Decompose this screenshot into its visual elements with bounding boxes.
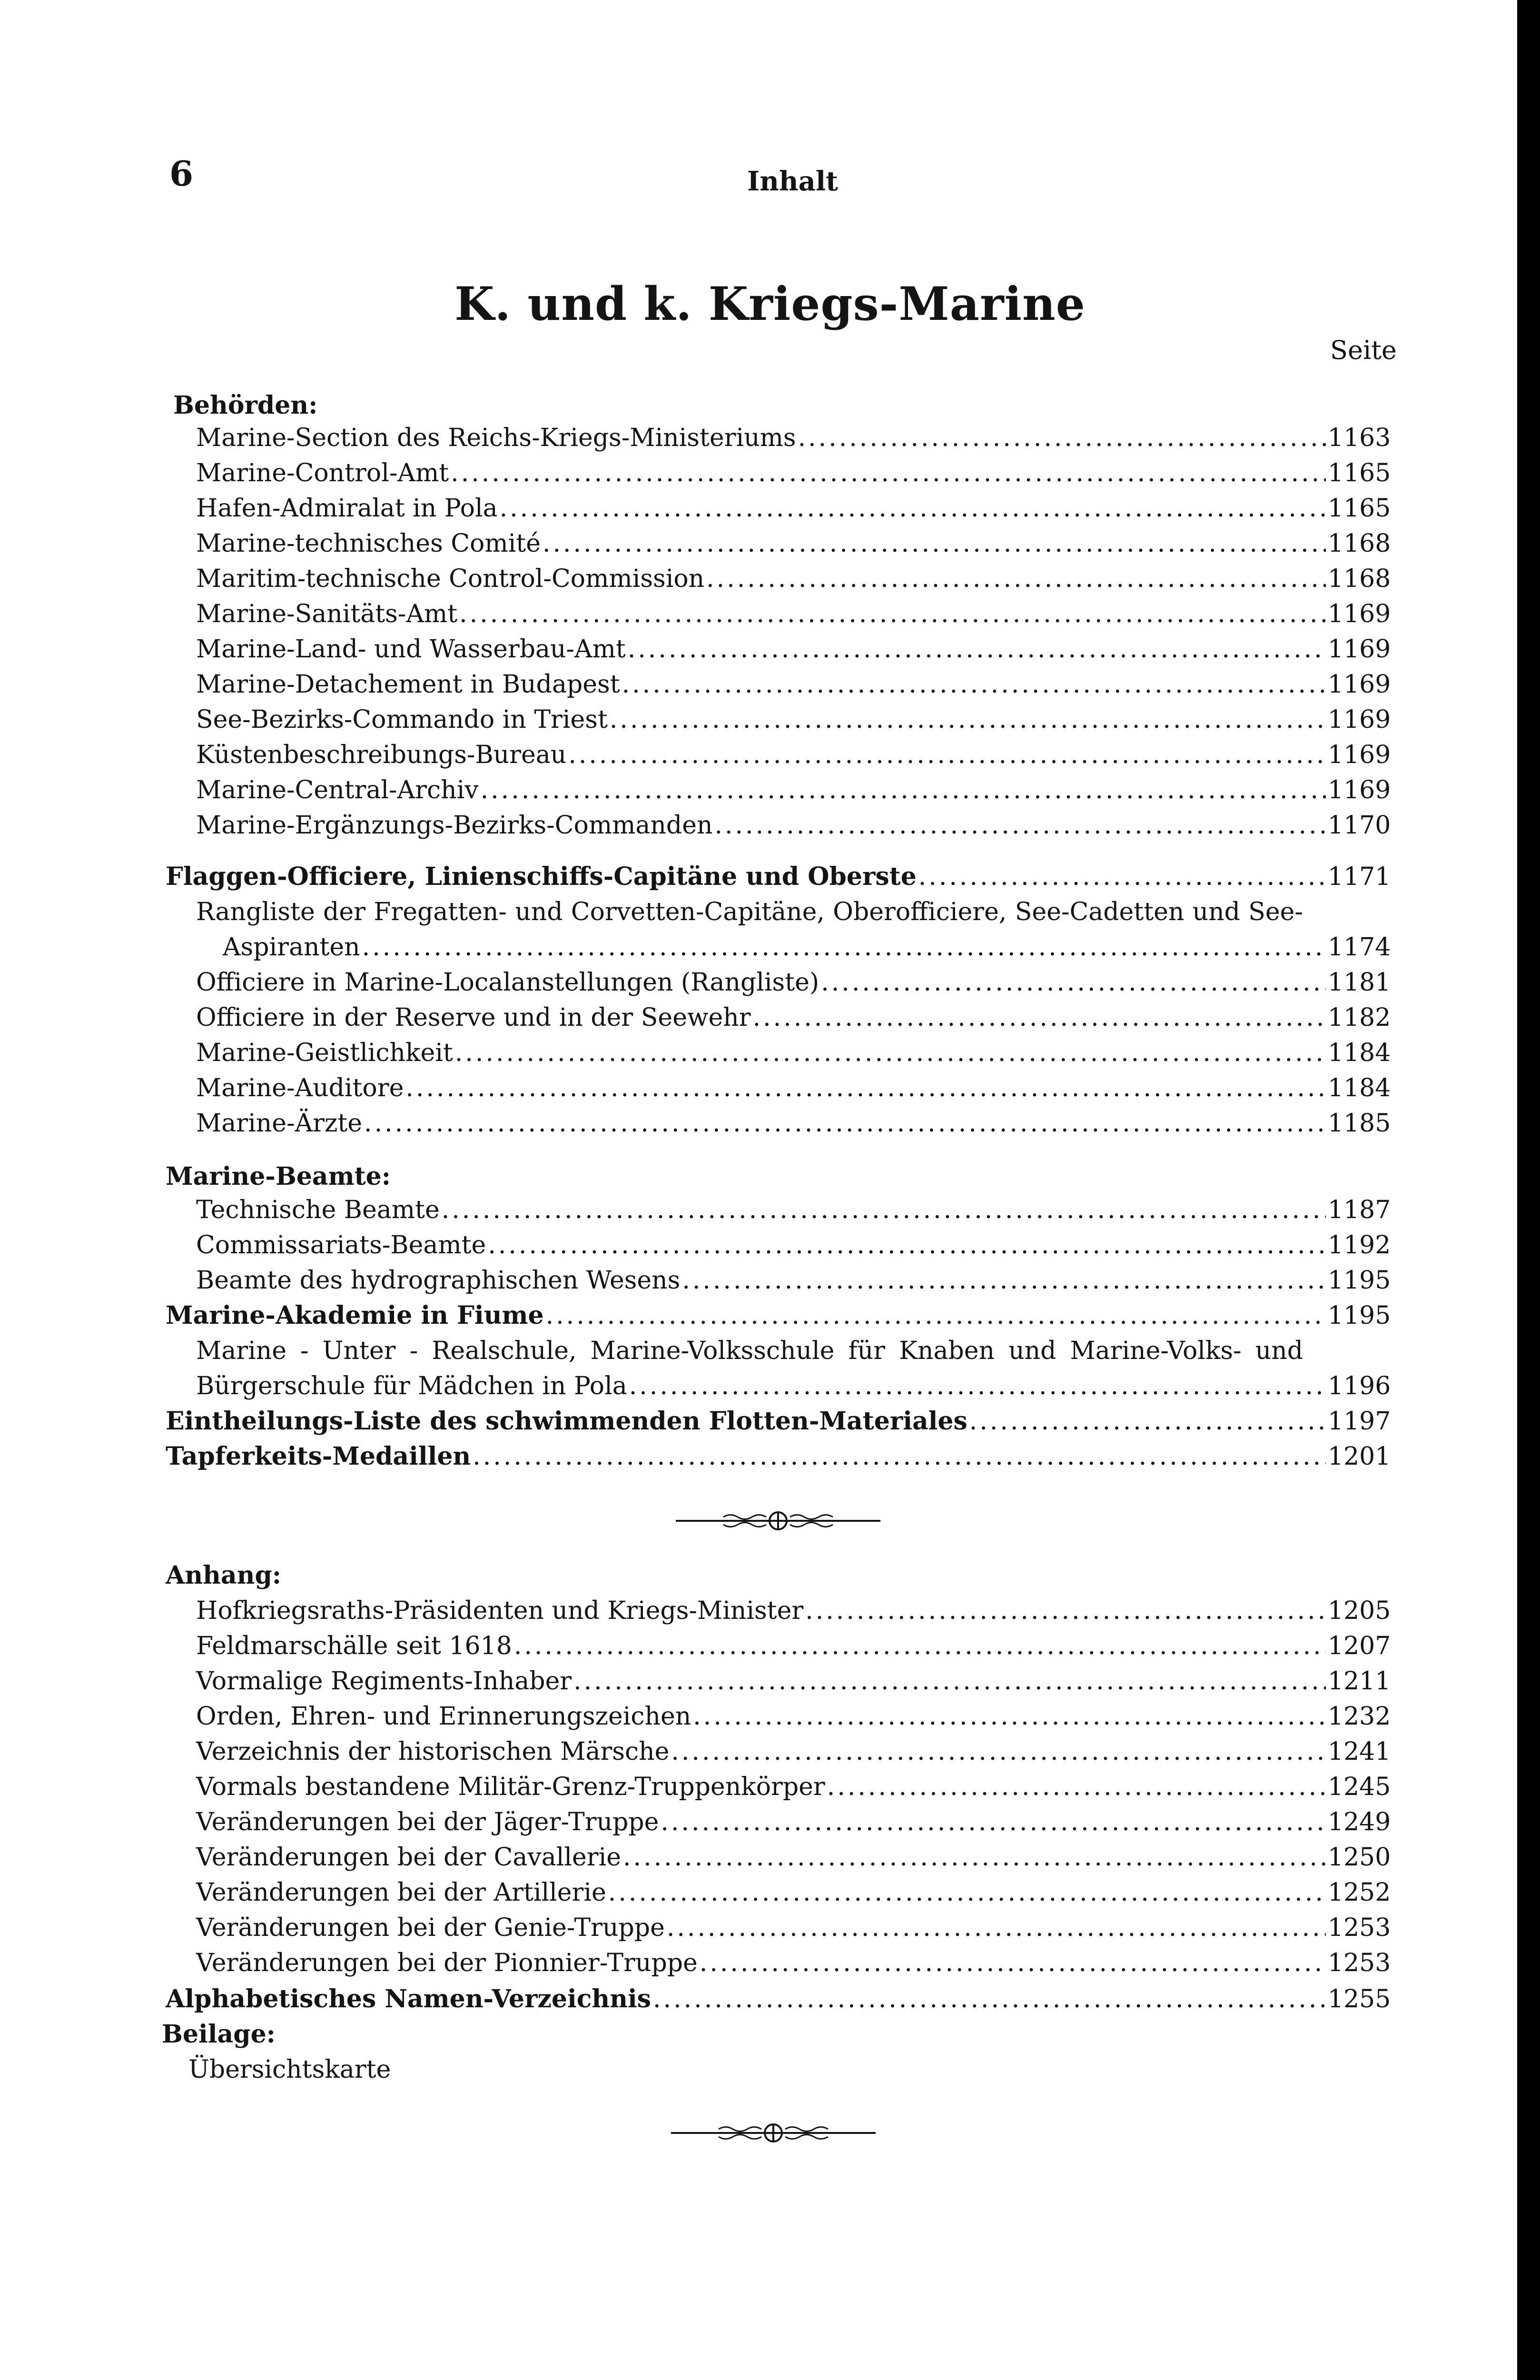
leader-dots [364, 1108, 1326, 1139]
entry-label: Flaggen-Officiere, Linienschiffs-Capitäne und Oberste [166, 862, 917, 891]
leader-dots [573, 1666, 1326, 1696]
page-right-edge [1517, 0, 1540, 2380]
toc-entry[interactable] [196, 1002, 1390, 1033]
entry-label: Feldmarschälle seit 1618 [196, 1632, 512, 1660]
entry-label: Küstenbeschreibungs-Bureau [196, 741, 567, 769]
leader-dots [405, 1073, 1326, 1103]
leader-dots [622, 669, 1326, 700]
section-heading-beamte: Marine-Beamte: [166, 1162, 391, 1191]
entry-page: 1197 [1328, 1407, 1391, 1436]
leader-dots [714, 810, 1326, 841]
leader-dots [918, 862, 1326, 892]
toc-entry-rangliste[interactable] [223, 932, 1390, 962]
leader-dots [455, 1038, 1326, 1068]
toc-entry[interactable] [196, 634, 1390, 664]
leader-dots [610, 704, 1326, 735]
leader-dots [700, 1948, 1326, 1978]
entry-page: 1174 [1328, 933, 1391, 962]
leader-dots [827, 1772, 1326, 1802]
leader-dots [661, 1807, 1326, 1837]
entry-label: Marine-technisches Comité [196, 529, 541, 558]
toc-entry[interactable] [196, 1701, 1390, 1732]
entry-page: 1252 [1328, 1878, 1391, 1907]
entry-label: Aspiranten [223, 933, 360, 962]
entry-page: 1169 [1328, 635, 1391, 664]
akademie-sub-line-1: Marine - Unter - Realschule, Marine-Volksschule für Knaben und Marine-Volks- und [196, 1337, 1303, 1365]
toc-entry[interactable] [196, 1038, 1390, 1068]
leader-dots [805, 1596, 1326, 1626]
leader-dots [451, 458, 1326, 488]
entry-page: 1253 [1328, 1914, 1391, 1942]
entry-page: 1165 [1328, 459, 1391, 487]
entry-page: 1253 [1328, 1949, 1391, 1977]
toc-entry[interactable] [196, 704, 1390, 735]
entry-label: Verzeichnis der historischen Märsche [196, 1737, 670, 1766]
toc-entry[interactable] [196, 599, 1390, 629]
entry-page: 1163 [1328, 424, 1391, 452]
toc-entry[interactable] [196, 1807, 1390, 1837]
entry-label: Veränderungen bei der Jäger-Truppe [196, 1808, 659, 1836]
entry-page: 1195 [1328, 1301, 1391, 1330]
toc-entry[interactable] [196, 1842, 1390, 1873]
entry-page: 1168 [1328, 565, 1391, 593]
entry-label: Marine-Akademie in Fiume [166, 1301, 544, 1330]
toc-entry[interactable] [196, 528, 1390, 559]
entry-page: 1170 [1328, 811, 1391, 840]
entry-label: Vormals bestandene Militär-Grenz-Truppenkörper [196, 1773, 825, 1801]
entry-page: 1165 [1328, 494, 1391, 523]
toc-entry[interactable] [196, 1195, 1390, 1225]
toc-entry-akademie[interactable] [166, 1300, 1390, 1331]
entry-page: 1195 [1328, 1266, 1391, 1295]
toc-entry[interactable] [196, 967, 1390, 998]
leader-dots [667, 1913, 1326, 1943]
ornament-divider-icon [666, 2116, 880, 2150]
running-head: Inhalt [747, 166, 839, 197]
entry-page: 1250 [1328, 1843, 1391, 1872]
toc-entry[interactable] [196, 1596, 1390, 1626]
leader-dots [500, 493, 1326, 524]
entry-page: 1211 [1328, 1667, 1391, 1696]
leader-dots [693, 1701, 1326, 1732]
toc-entry[interactable] [196, 1265, 1390, 1296]
entry-page: 1169 [1328, 600, 1391, 628]
entry-label: Orden, Ehren- und Erinnerungszeichen [196, 1702, 691, 1731]
toc-entry[interactable] [196, 1948, 1390, 1978]
entry-label: Marine-Control-Amt [196, 459, 449, 487]
beilage-item[interactable]: Übersichtskarte [188, 2055, 391, 2084]
leader-dots [608, 1877, 1326, 1908]
entry-label: Marine-Central-Archiv [196, 776, 479, 804]
entry-label: Marine-Ärzte [196, 1109, 363, 1138]
leader-dots [546, 1300, 1326, 1331]
toc-entry[interactable] [196, 1073, 1390, 1103]
page-title: K. und k. Kriegs-Marine [454, 277, 1086, 331]
entry-label: Veränderungen bei der Pionnier-Truppe [196, 1949, 698, 1977]
entry-label: Hafen-Admiralat in Pola [196, 494, 498, 523]
toc-entry-eintheilung[interactable] [166, 1406, 1390, 1437]
section-heading-behoerden: Behörden: [173, 391, 318, 420]
entry-label: Veränderungen bei der Genie-Truppe [196, 1914, 665, 1942]
toc-entry[interactable] [196, 1666, 1390, 1696]
toc-entry[interactable] [196, 1230, 1390, 1260]
toc-entry-flaggen[interactable] [166, 862, 1390, 892]
entry-label: Marine-Geistlichkeit [196, 1039, 453, 1067]
toc-entry[interactable] [196, 740, 1390, 770]
entry-label: Maritim-technische Control-Commission [196, 565, 705, 593]
entry-label: See-Bezirks-Commando in Triest [196, 705, 608, 734]
toc-entry[interactable] [196, 493, 1390, 524]
leader-dots [798, 423, 1326, 453]
section-heading-anhang: Anhang: [166, 1561, 282, 1590]
entry-label: Marine-Auditore [196, 1074, 404, 1102]
toc-entry[interactable] [196, 1772, 1390, 1802]
leader-dots [629, 1371, 1326, 1401]
entry-label: Officiere in der Reserve und in der Seewehr [196, 1003, 751, 1032]
rangliste-line-1: Rangliste der Fregatten- und Corvetten-Capitäne, Oberofficiere, See-Cadetten und See- [196, 898, 1303, 926]
entry-page: 1201 [1328, 1442, 1391, 1471]
entry-label: Marine-Ergänzungs-Bezirks-Commanden [196, 811, 713, 840]
entry-page: 1245 [1328, 1773, 1391, 1801]
leader-dots [969, 1406, 1326, 1437]
entry-page: 1255 [1328, 1985, 1391, 2013]
entry-page: 1205 [1328, 1597, 1391, 1625]
leader-dots [753, 1002, 1326, 1033]
seite-column-label: Seite [1330, 335, 1397, 365]
leader-dots [623, 1842, 1326, 1873]
entry-page: 1184 [1328, 1039, 1391, 1067]
page-number: 6 [169, 153, 194, 194]
entry-label: Officiere in Marine-Localanstellungen (Rangliste) [196, 968, 819, 997]
entry-page: 1196 [1328, 1372, 1391, 1400]
entry-page: 1181 [1328, 968, 1391, 997]
entry-page: 1182 [1328, 1003, 1391, 1032]
entry-label: Alphabetisches Namen-Verzeichnis [166, 1984, 652, 2013]
entry-label: Tapferkeits-Medaillen [166, 1442, 471, 1471]
entry-page: 1241 [1328, 1737, 1391, 1766]
entry-label: Veränderungen bei der Artillerie [196, 1878, 606, 1907]
entry-page: 1207 [1328, 1632, 1391, 1660]
toc-entry-tapferkeit[interactable] [166, 1441, 1390, 1472]
leader-dots [459, 599, 1326, 629]
leader-dots [362, 932, 1326, 962]
entry-label: Technische Beamte [196, 1196, 440, 1224]
leader-dots [671, 1736, 1326, 1767]
entry-label: Marine-Sanitäts-Amt [196, 600, 458, 628]
toc-entry-realschule[interactable] [196, 1371, 1390, 1401]
leader-dots [543, 528, 1326, 559]
toc-entry[interactable] [196, 458, 1390, 488]
entry-label: Hofkriegsraths-Präsidenten und Kriegs-Minister [196, 1597, 804, 1625]
entry-page: 1169 [1328, 670, 1391, 699]
entry-page: 1171 [1328, 863, 1391, 891]
toc-entry[interactable] [196, 564, 1390, 594]
entry-label: Bürgerschule für Mädchen in Pola [196, 1372, 627, 1400]
leader-dots [473, 1441, 1326, 1472]
entry-page: 1169 [1328, 741, 1391, 769]
toc-entry[interactable] [196, 810, 1390, 841]
toc-entry[interactable] [196, 775, 1390, 805]
entry-page: 1169 [1328, 705, 1391, 734]
entry-page: 1187 [1328, 1196, 1391, 1224]
toc-entry[interactable] [196, 1108, 1390, 1139]
section-heading-beilage: Beilage: [162, 2020, 276, 2049]
leader-dots [682, 1265, 1326, 1296]
entry-label: Marine-Land- und Wasserbau-Amt [196, 635, 626, 664]
leader-dots [821, 967, 1326, 998]
entry-label: Commissariats-Beamte [196, 1231, 486, 1259]
toc-entry[interactable] [196, 1913, 1390, 1943]
ornament-divider-icon [671, 1504, 885, 1537]
leader-dots [706, 564, 1326, 594]
leader-dots [514, 1631, 1326, 1661]
toc-entry[interactable] [196, 423, 1390, 453]
leader-dots [481, 775, 1326, 805]
entry-page: 1184 [1328, 1074, 1391, 1102]
toc-entry[interactable] [196, 1877, 1390, 1908]
leader-dots [442, 1195, 1326, 1225]
entry-page: 1232 [1328, 1702, 1391, 1731]
toc-entry[interactable] [196, 669, 1390, 700]
entry-label: Beamte des hydrographischen Wesens [196, 1266, 681, 1295]
toc-entry-alphabetisch[interactable] [166, 1984, 1390, 2014]
entry-page: 1249 [1328, 1808, 1391, 1836]
leader-dots [628, 634, 1326, 664]
entry-label: Eintheilungs-Liste des schwimmenden Flotten-Materiales [166, 1407, 967, 1436]
entry-page: 1168 [1328, 529, 1391, 558]
entry-label: Marine-Section des Reichs-Kriegs-Ministeriums [196, 424, 796, 452]
leader-dots [488, 1230, 1326, 1260]
entry-page: 1192 [1328, 1231, 1391, 1259]
toc-entry[interactable] [196, 1736, 1390, 1767]
entry-label: Veränderungen bei der Cavallerie [196, 1843, 622, 1872]
entry-page: 1169 [1328, 776, 1391, 804]
entry-page: 1185 [1328, 1109, 1391, 1138]
entry-label: Vormalige Regiments-Inhaber [196, 1667, 572, 1696]
toc-entry[interactable] [196, 1631, 1390, 1661]
leader-dots [653, 1984, 1326, 2014]
leader-dots [568, 740, 1326, 770]
entry-label: Marine-Detachement in Budapest [196, 670, 620, 699]
